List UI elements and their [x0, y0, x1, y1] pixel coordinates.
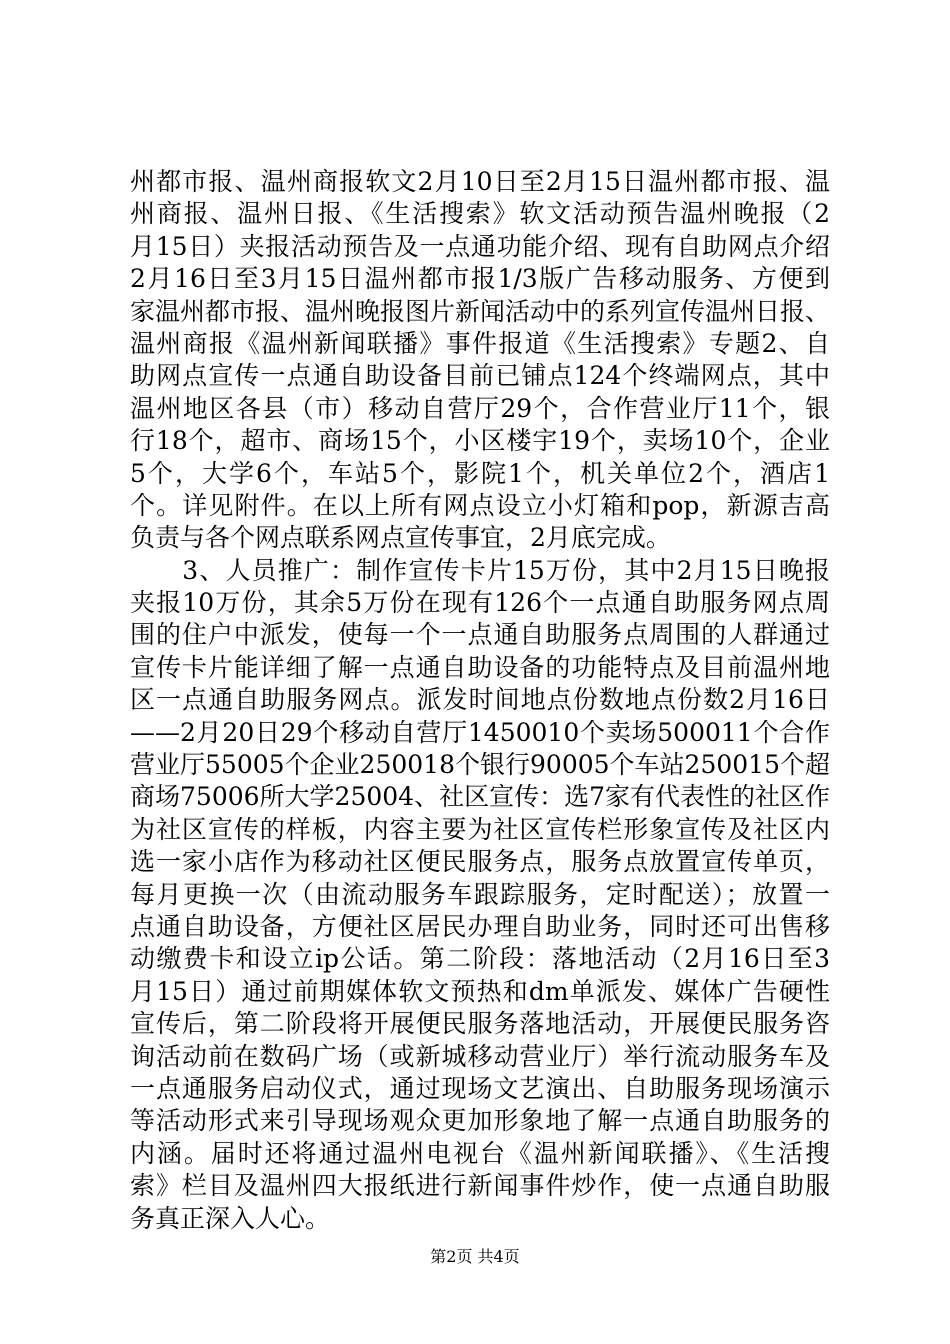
- text-line: 夹报10万份，其余5万份在现有126个一点通自助服务网点周: [130, 588, 830, 618]
- text-line: 州商报、温州日报、《生活搜索》软文活动预告温州晚报（2: [130, 199, 830, 229]
- text-line: 月15日）夹报活动预告及一点通功能介绍、现有自助网点介绍: [130, 231, 830, 261]
- text-line: 5个，大学6个，车站5个，影院1个，机关单位2个，酒店1: [130, 458, 830, 488]
- text-line: 助网点宣传一点通自助设备目前已铺点124个终端网点，其中: [130, 361, 830, 391]
- text-line: 温州地区各县（市）移动自营厅29个，合作营业厅11个，银: [130, 393, 830, 423]
- text-line: 2月16日至3月15日温州都市报1/3版广告移动服务、方便到: [130, 264, 830, 294]
- text-line: 每月更换一次（由流动服务车跟踪服务，定时配送）；放置一: [130, 879, 830, 909]
- body-text: [130, 166, 830, 1235]
- text-line: 州都市报、温州商报软文2月10日至2月15日温州都市报、温: [130, 167, 830, 196]
- text-line: 选一家小店作为移动社区便民服务点，服务点放置宣传单页，: [130, 847, 830, 877]
- text-line: 务真正深入人心。: [130, 1203, 331, 1233]
- text-line: 一点通服务启动仪式，通过现场文艺演出、自助服务现场演示: [130, 1073, 830, 1103]
- text-line: 宣传卡片能详细了解一点通自助设备的功能特点及目前温州地: [130, 652, 830, 682]
- text-line: 询活动前在数码广场（或新城移动营业厅）举行流动服务车及: [130, 1041, 830, 1071]
- text-line: 区一点通自助服务网点。派发时间地点份数地点份数2月16日: [130, 685, 830, 715]
- text-line: 行18个，超市、商场15个，小区楼宇19个，卖场10个，企业: [130, 426, 830, 456]
- page-footer: 第2页 共4页: [430, 1247, 520, 1266]
- text-line: 商场75006所大学25004、社区宣传：选7家有代表性的社区作: [130, 782, 830, 812]
- text-line: 温州商报《温州新闻联播》事件报道《生活搜索》专题2、自: [130, 328, 830, 358]
- text-line: 等活动形式来引导现场观众更加形象地了解一点通自助服务的: [130, 1106, 830, 1136]
- text-line: 内涵。届时还将通过温州电视台《温州新闻联播》、《生活搜: [130, 1138, 830, 1168]
- text-line: 为社区宣传的样板，内容主要为社区宣传栏形象宣传及社区内: [130, 814, 830, 844]
- text-line: 个。详见附件。在以上所有网点设立小灯箱和pop，新源吉高: [130, 490, 830, 520]
- text-line: 营业厅55005个企业250018个银行90005个车站250015个超: [130, 750, 830, 780]
- text-line: 围的住户中派发，使每一个一点通自助服务点周围的人群通过: [130, 620, 830, 650]
- text-line: 动缴费卡和设立ip公话。第二阶段：落地活动（2月16日至3: [130, 944, 830, 974]
- text-line: ——2月20日29个移动自营厅1450010个卖场500011个合作: [130, 717, 830, 747]
- text-line: 负责与各个网点联系网点宣传事宜，2月底完成。: [130, 523, 671, 553]
- text-line: 3、人员推广：制作宣传卡片15万份，其中2月15日晚报: [130, 555, 830, 585]
- text-line: 点通自助设备，方便社区居民办理自助业务，同时还可出售移: [130, 911, 830, 941]
- text-line: 月15日）通过前期媒体软文预热和dm单派发、媒体广告硬性: [130, 976, 830, 1006]
- text-line: 家温州都市报、温州晚报图片新闻活动中的系列宣传温州日报、: [130, 296, 830, 326]
- text-line: 宣传后，第二阶段将开展便民服务落地活动，开展便民服务咨: [130, 1009, 830, 1039]
- text-line: 索》栏目及温州四大报纸进行新闻事件炒作，使一点通自助服: [130, 1171, 830, 1201]
